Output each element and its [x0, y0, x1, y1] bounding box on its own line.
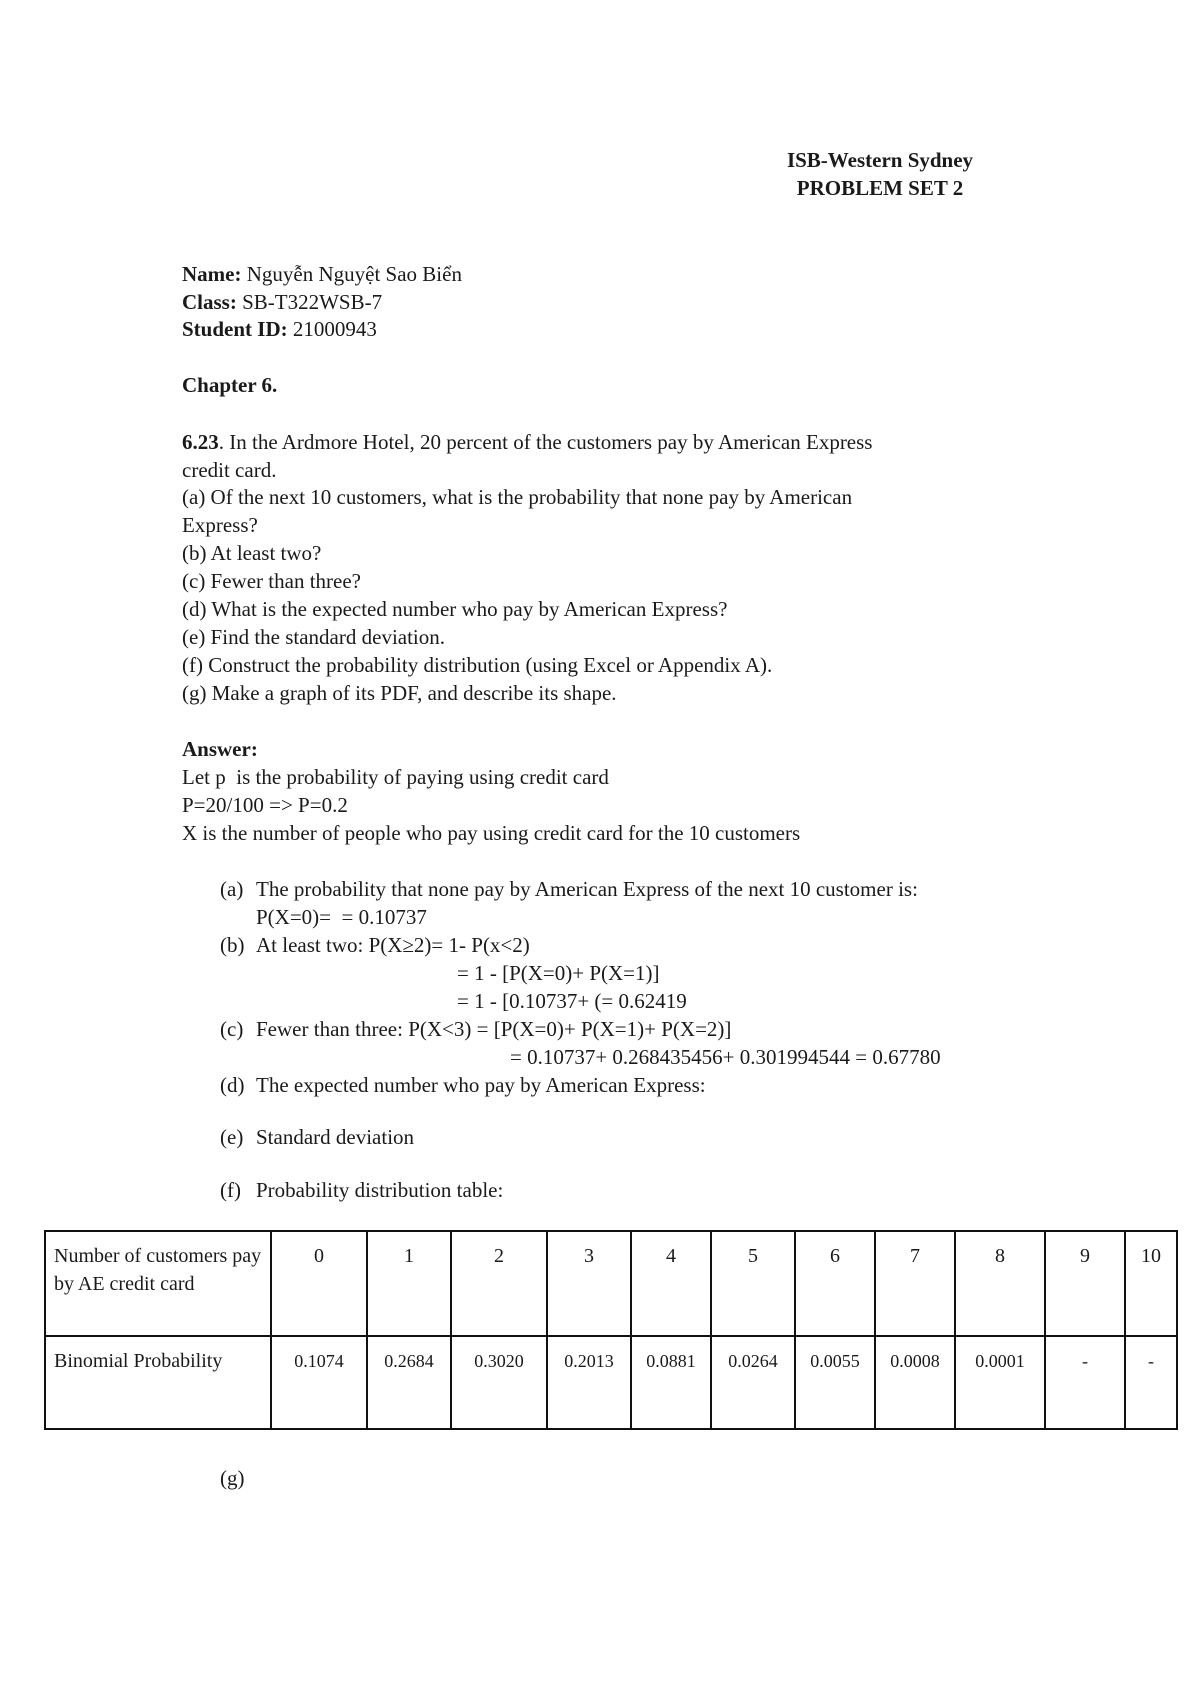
table-cell-x: 8	[955, 1231, 1045, 1336]
answer-line1: Let p is the probability of paying using credit card	[182, 765, 609, 789]
answer-c-label: (c)	[220, 1017, 244, 1041]
problem-intro-text: . In the Ardmore Hotel, 20 percent of the customers pay by American Express	[218, 430, 873, 454]
answer-line3: X is the number of people who pay using credit card for the 10 customers	[182, 821, 801, 845]
table-cell-x: 4	[631, 1231, 711, 1336]
answer-c-text: Fewer than three: P(X<3) = [P(X=0)+ P(X=1)+ P(X=2)]	[256, 1017, 732, 1041]
table-cell-x: 0	[271, 1231, 367, 1336]
answer-a-label: (a)	[220, 877, 244, 901]
answer-b-equation2: = 1 - [0.10737+ (= 0.62419	[457, 989, 687, 1013]
table-cell-x: 7	[875, 1231, 955, 1336]
name-label: Name:	[182, 262, 242, 286]
row-header-binomial-probability: Binomial Probability	[45, 1336, 271, 1429]
class-value: SB-T322WSB-7	[236, 290, 383, 314]
answer-b-text: At least two: P(X≥2)= 1- P(x<2)	[256, 933, 530, 957]
question-b: (b) At least two?	[182, 541, 322, 565]
question-a-line2: Express?	[182, 513, 258, 537]
table-cell-probability: 0.2013	[547, 1336, 631, 1429]
name-value: Nguyễn Nguyệt Sao Biển	[241, 262, 462, 286]
answer-f-text: Probability distribution table:	[256, 1178, 504, 1202]
table-cell-x: 10	[1125, 1231, 1177, 1336]
answer-a-equation: P(X=0)= = 0.10737	[256, 905, 427, 929]
table-cell-x: 3	[547, 1231, 631, 1336]
question-a-line1: (a) Of the next 10 customers, what is the probability that none pay by American	[182, 485, 853, 509]
problem-intro-cont: credit card.	[182, 458, 277, 482]
table-row-probabilities	[45, 1336, 1177, 1429]
answer-line2: P=20/100 => P=0.2	[182, 793, 348, 817]
student-class	[182, 288, 382, 316]
probability-distribution-table	[44, 1230, 1178, 1430]
answer-e-text: Standard deviation	[256, 1125, 415, 1149]
answer-a-text: The probability that none pay by American Express of the next 10 customer is:	[256, 877, 918, 901]
table-cell-probability: 0.0055	[795, 1336, 875, 1429]
table-cell-probability: -	[1045, 1336, 1125, 1429]
table-row-x-values	[45, 1231, 1177, 1336]
answer-d-label: (d)	[220, 1073, 245, 1097]
student-id	[182, 315, 377, 343]
row-header-number-of-customers: Number of customers pay by AE credit card	[45, 1231, 271, 1336]
table-cell-x: 1	[367, 1231, 451, 1336]
table-cell-probability: 0.0881	[631, 1336, 711, 1429]
answer-b-equation1: = 1 - [P(X=0)+ P(X=1)]	[457, 961, 660, 985]
id-value: 21000943	[287, 317, 377, 341]
table-cell-probability: 0.0001	[955, 1336, 1045, 1429]
answer-c-equation: = 0.10737+ 0.268435456+ 0.301994544 = 0.67780	[510, 1045, 941, 1069]
answer-g-label: (g)	[220, 1466, 245, 1490]
institution-title: ISB-Western Sydney	[786, 148, 974, 172]
problem-intro	[182, 428, 872, 456]
table-cell-x: 2	[451, 1231, 547, 1336]
table-cell-probability: 0.0008	[875, 1336, 955, 1429]
answer-d-text: The expected number who pay by American Express:	[256, 1073, 706, 1097]
table-cell-x: 5	[711, 1231, 795, 1336]
table-cell-x: 9	[1045, 1231, 1125, 1336]
question-d: (d) What is the expected number who pay by American Express?	[182, 597, 728, 621]
question-f: (f) Construct the probability distribution (using Excel or Appendix A).	[182, 653, 773, 677]
id-label: Student ID:	[182, 317, 288, 341]
answer-f-label: (f)	[220, 1178, 241, 1202]
answer-heading: Answer:	[182, 737, 258, 761]
answer-b-label: (b)	[220, 933, 245, 957]
problem-number: 6.23	[182, 430, 219, 454]
question-e: (e) Find the standard deviation.	[182, 625, 446, 649]
table-cell-probability: 0.3020	[451, 1336, 547, 1429]
table-cell-x: 6	[795, 1231, 875, 1336]
chapter-heading: Chapter 6.	[182, 373, 278, 397]
table-cell-probability: 0.2684	[367, 1336, 451, 1429]
table-cell-probability: 0.1074	[271, 1336, 367, 1429]
table-cell-probability: -	[1125, 1336, 1177, 1429]
question-c: (c) Fewer than three?	[182, 569, 361, 593]
table-cell-probability: 0.0264	[711, 1336, 795, 1429]
answer-e-label: (e)	[220, 1125, 244, 1149]
student-name	[182, 260, 462, 288]
problem-set-title: PROBLEM SET 2	[796, 176, 964, 200]
class-label: Class:	[182, 290, 237, 314]
question-g: (g) Make a graph of its PDF, and describe its shape.	[182, 681, 617, 705]
